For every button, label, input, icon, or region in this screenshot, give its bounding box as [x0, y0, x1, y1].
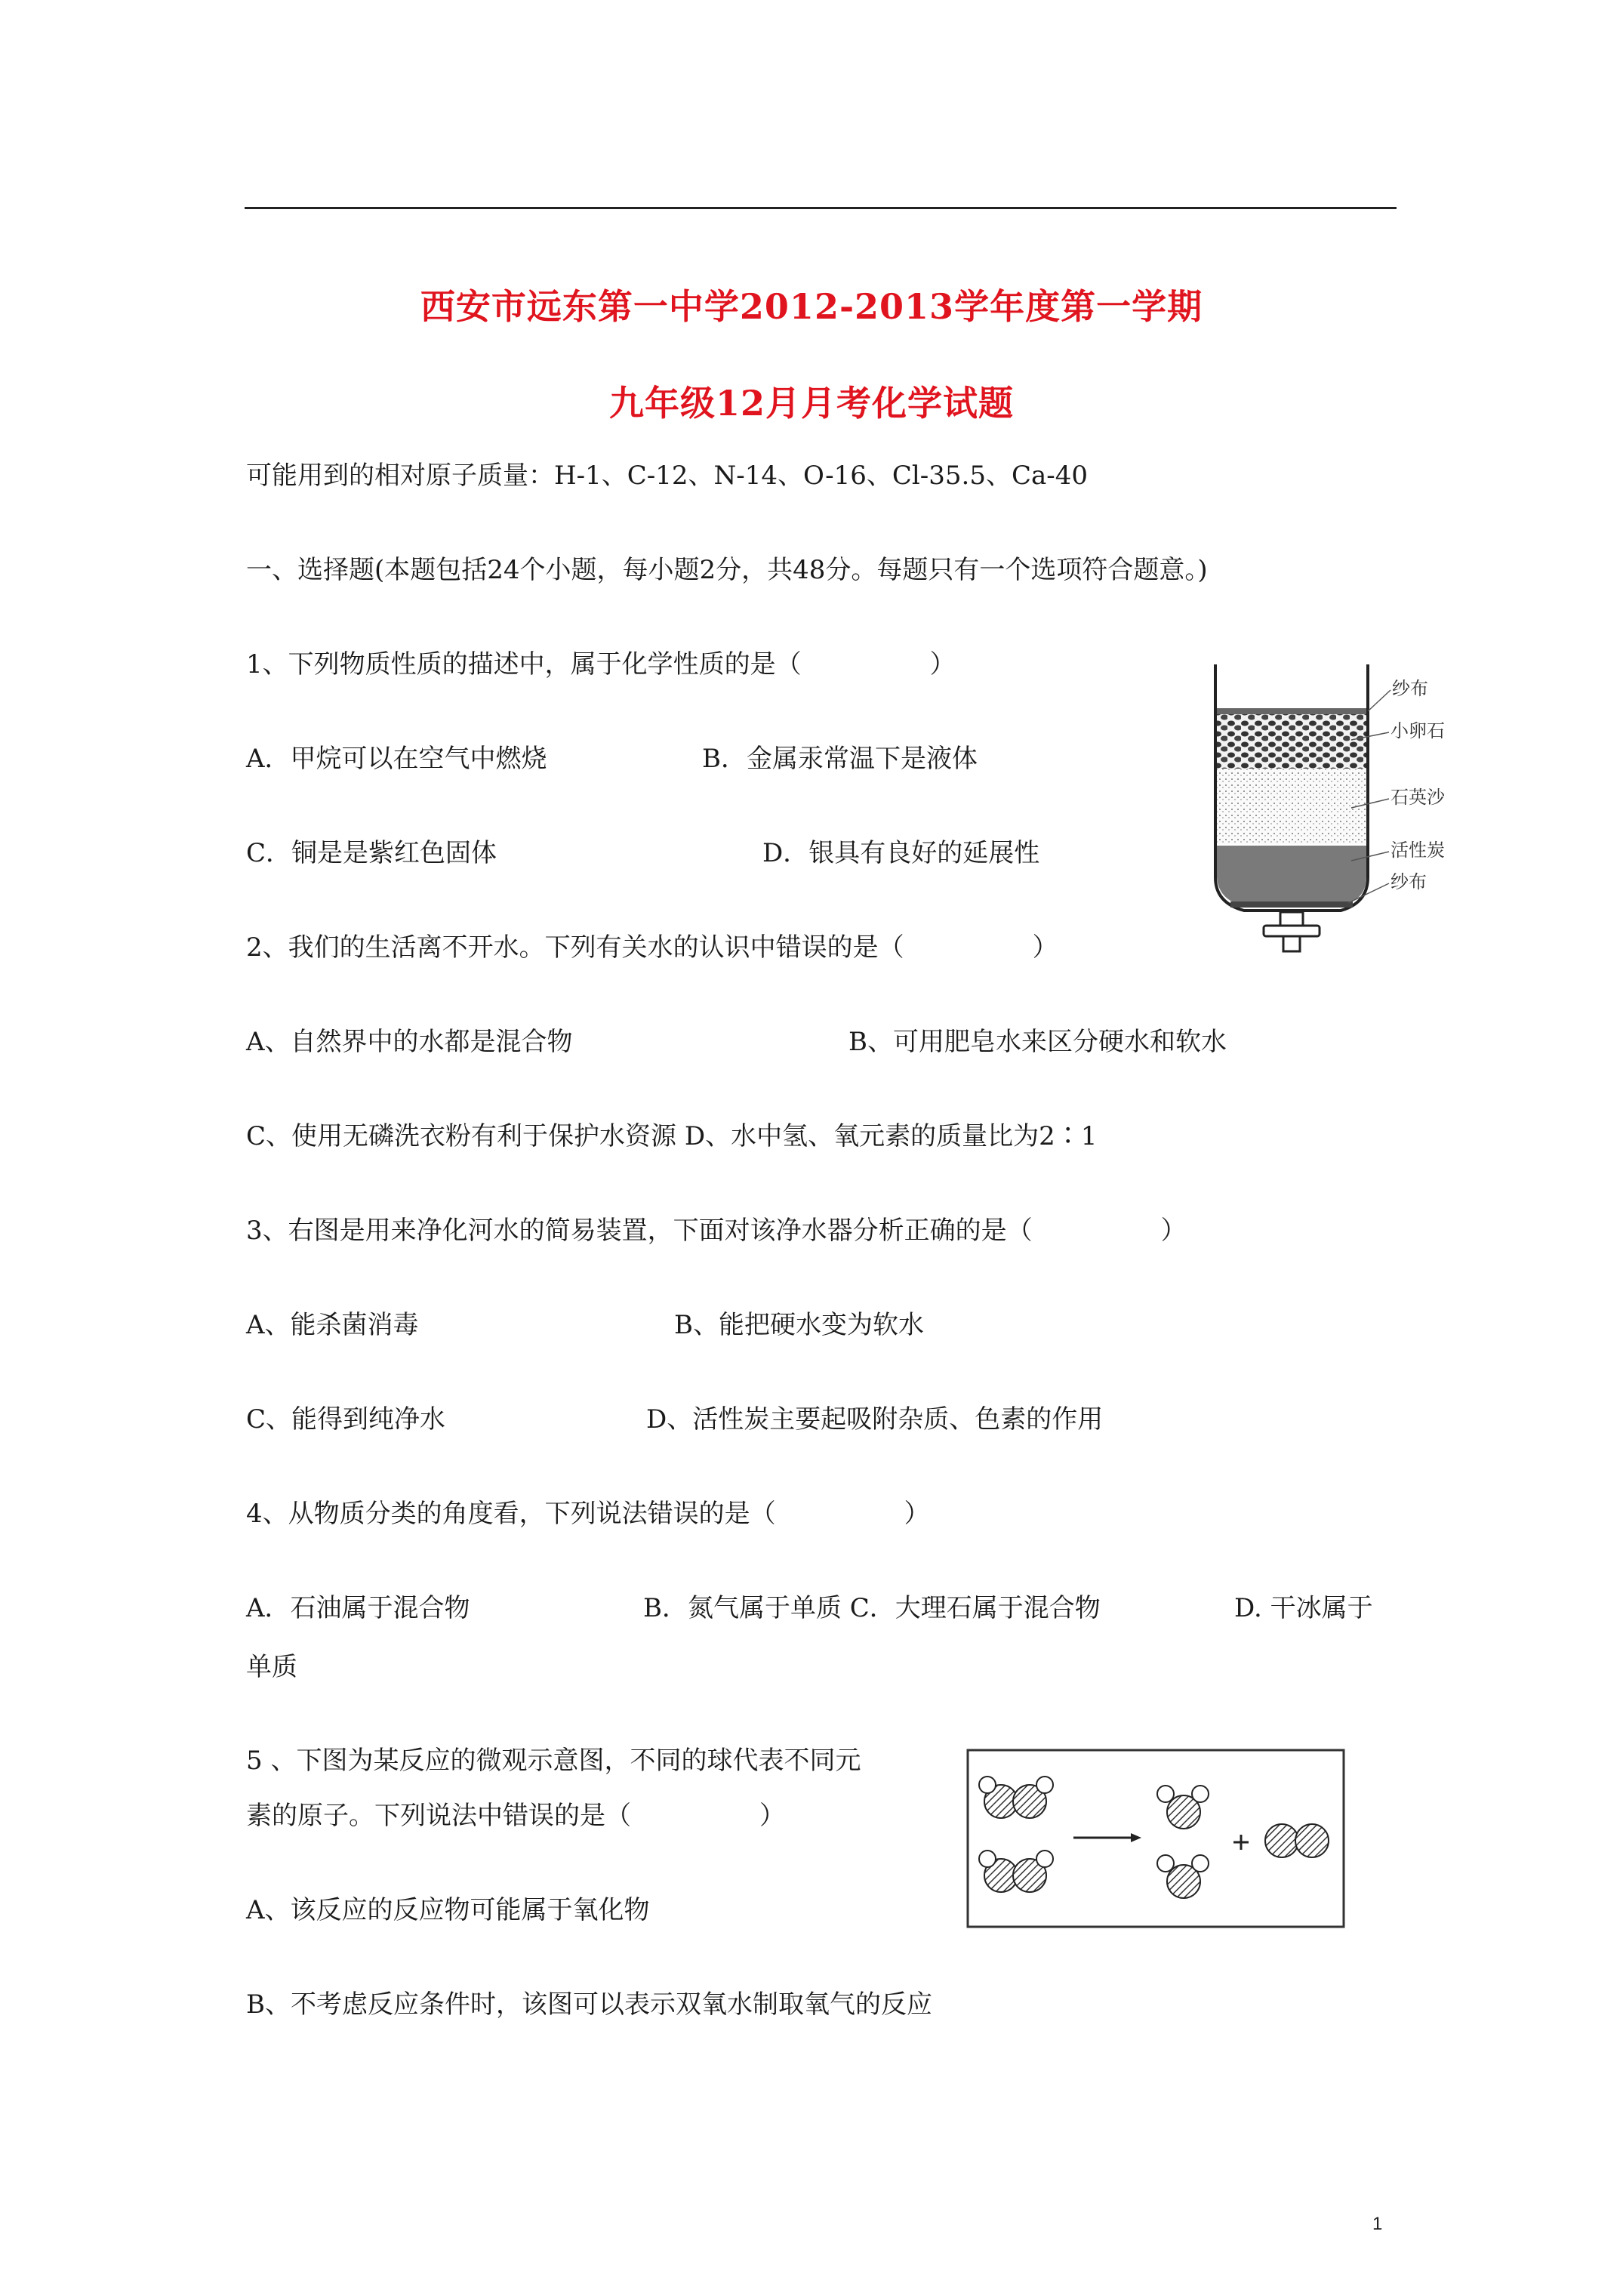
header-rule	[245, 207, 1397, 209]
quartz-sand-layer	[1217, 769, 1366, 844]
label-quartz-sand: 石英沙	[1390, 787, 1445, 808]
activated-carbon-layer	[1217, 846, 1366, 906]
label-cloth-top: 纱布	[1392, 678, 1428, 699]
question-1-option-b: B．金属汞常温下是液体	[702, 744, 978, 774]
question-5-option-a: A、该反应的反应物可能属于氧化物	[246, 1895, 650, 1925]
water-filter-figure	[1200, 657, 1449, 955]
pebble-layer	[1217, 714, 1366, 769]
question-2-option-b: B、可用肥皂水来区分硬水和软水	[848, 1027, 1227, 1057]
question-4-option-bc: B．氮气属于单质 C．大理石属于混合物	[643, 1593, 1101, 1623]
page-number: 1	[1372, 2214, 1383, 2234]
question-4-stem: 4、从物质分类的角度看，下列说法错误的是（ ）	[246, 1499, 930, 1529]
cloth-bottom-layer	[1230, 901, 1353, 908]
question-1-stem: 1、下列物质性质的描述中，属于化学性质的是（ ）	[246, 649, 956, 680]
outlet-tip	[1283, 936, 1300, 951]
cloth-top-layer	[1217, 708, 1366, 714]
question-3-option-c: C、能得到纯净水	[246, 1404, 446, 1435]
question-1-option-a: A．甲烷可以在空气中燃烧	[246, 744, 547, 774]
atomic-masses: 可能用到的相对原子质量：H-1、C-12、N-14、O-16、Cl-35.5、Ca-40	[246, 461, 1089, 491]
exam-title-line2: 九年级12月月考化学试题	[608, 383, 1014, 424]
question-5-stem-line1: 5 、下图为某反应的微观示意图，不同的球代表不同元	[246, 1746, 861, 1776]
question-3-option-a: A、能杀菌消毒	[246, 1310, 419, 1340]
question-4-option-d-continued: 单质	[246, 1652, 297, 1682]
question-5-stem-line2: 素的原子。下列说法中错误的是（ ）	[246, 1801, 785, 1831]
question-2-option-cd: C、使用无磷洗衣粉有利于保护水资源 D、水中氢、氧元素的质量比为2∶1	[246, 1121, 1098, 1151]
section-heading: 一、选择题(本题包括24个小题，每小题2分，共48分。每题只有一个选项符合题意。)	[246, 555, 1208, 585]
outlet-neck	[1280, 912, 1303, 926]
question-3-option-d: D、活性炭主要起吸附杂质、色素的作用	[646, 1404, 1104, 1435]
outlet-ring	[1264, 926, 1320, 936]
question-3-stem: 3、右图是用来净化河水的简易装置，下面对该净水器分析正确的是（ ）	[246, 1216, 1187, 1246]
question-1-option-c: C．铜是是紫红色固体	[246, 838, 497, 868]
label-activated-carbon: 活性炭	[1390, 840, 1445, 861]
question-4-option-a: A．石油属于混合物	[246, 1593, 470, 1623]
question-3-option-b: B、能把硬水变为软水	[674, 1310, 924, 1340]
question-4-option-d: D. 干冰属于	[1234, 1593, 1373, 1623]
question-2-option-a: A、自然界中的水都是混合物	[246, 1027, 573, 1057]
reaction-micro-diagram	[966, 1749, 1345, 1928]
question-5-option-b: B、不考虑反应条件时，该图可以表示双氧水制取氧气的反应	[246, 1989, 932, 2020]
question-2-stem: 2、我们的生活离不开水。下列有关水的认识中错误的是（ ）	[246, 932, 1058, 963]
label-cloth-bottom: 纱布	[1390, 871, 1427, 892]
question-1-option-d: D．银具有良好的延展性	[762, 838, 1040, 868]
exam-title-line1: 西安市远东第一中学2012-2013学年度第一学期	[420, 286, 1203, 327]
label-pebbles: 小卵石	[1390, 720, 1445, 741]
